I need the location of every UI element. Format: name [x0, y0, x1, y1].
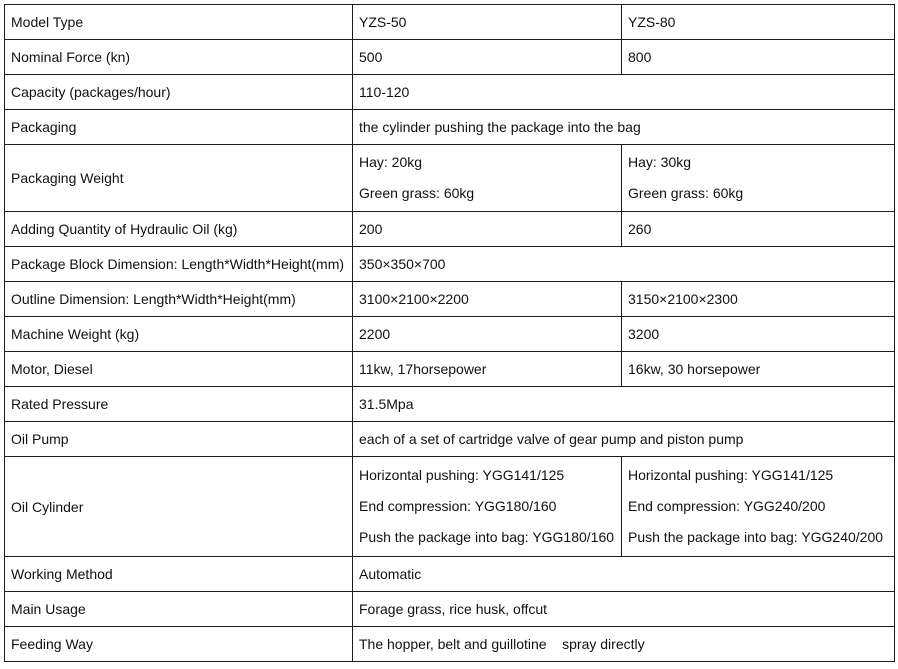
- table-row: [5, 145, 895, 212]
- row-label: Model Type: [5, 5, 353, 40]
- cell-line: End compression: YGG180/160: [359, 498, 557, 514]
- table-row: [5, 75, 895, 110]
- cell-value: The hopper, belt and guillotine spray directly: [353, 627, 895, 662]
- cell-value: 350×350×700: [353, 247, 895, 282]
- table-row: [5, 592, 895, 627]
- row-label: Oil Pump: [5, 422, 353, 457]
- table-row: [5, 457, 895, 557]
- row-label: Motor, Diesel: [5, 352, 353, 387]
- cell-value: 31.5Mpa: [353, 387, 895, 422]
- row-label: Nominal Force (kn): [5, 40, 353, 75]
- row-label: Working Method: [5, 557, 353, 592]
- row-label: Feeding Way: [5, 627, 353, 662]
- cell-value: 16kw, 30 horsepower: [622, 352, 895, 387]
- cell-line: Hay: 20kg: [359, 154, 423, 170]
- row-label: Outline Dimension: Length*Width*Height(mm): [5, 282, 353, 317]
- cell-value: 3150×2100×2300: [622, 282, 895, 317]
- cell-line: Horizontal pushing: YGG141/125: [628, 467, 834, 483]
- cell-line: Horizontal pushing: YGG141/125: [359, 467, 565, 483]
- cell-value: 500: [353, 40, 622, 75]
- table-row: [5, 557, 895, 592]
- cell-value: YZS-50: [353, 5, 622, 40]
- cell-value: YZS-80: [622, 5, 895, 40]
- table-row: [5, 387, 895, 422]
- row-label: Rated Pressure: [5, 387, 353, 422]
- row-label: Package Block Dimension: Length*Width*Height(mm): [5, 247, 353, 282]
- cell-value: Automatic: [353, 557, 895, 592]
- row-label: Main Usage: [5, 592, 353, 627]
- cell-value-multiline: [353, 145, 622, 212]
- spec-table: [4, 4, 895, 662]
- table-row: [5, 5, 895, 40]
- cell-line: End compression: YGG240/200: [628, 498, 826, 514]
- cell-line: Green grass: 60kg: [359, 185, 475, 201]
- cell-value: 3200: [622, 317, 895, 352]
- row-label: Machine Weight (kg): [5, 317, 353, 352]
- cell-value: 2200: [353, 317, 622, 352]
- row-label: Oil Cylinder: [5, 457, 353, 557]
- table-row: [5, 212, 895, 247]
- table-row: [5, 247, 895, 282]
- cell-line: Push the package into bag: YGG240/200: [628, 529, 884, 545]
- table-row: [5, 110, 895, 145]
- cell-value: 110-120: [353, 75, 895, 110]
- row-label: Packaging: [5, 110, 353, 145]
- cell-value: 260: [622, 212, 895, 247]
- cell-value: 200: [353, 212, 622, 247]
- row-label: Capacity (packages/hour): [5, 75, 353, 110]
- cell-line: Green grass: 60kg: [628, 185, 744, 201]
- cell-value: 800: [622, 40, 895, 75]
- cell-value-multiline: [353, 457, 622, 557]
- table-row: [5, 422, 895, 457]
- table-row: [5, 282, 895, 317]
- row-label: Packaging Weight: [5, 145, 353, 212]
- cell-value: 11kw, 17horsepower: [353, 352, 622, 387]
- cell-value: the cylinder pushing the package into the bag: [353, 110, 895, 145]
- table-row: [5, 317, 895, 352]
- cell-value: Forage grass, rice husk, offcut: [353, 592, 895, 627]
- cell-value: each of a set of cartridge valve of gear pump and piston pump: [353, 422, 895, 457]
- row-label: Adding Quantity of Hydraulic Oil (kg): [5, 212, 353, 247]
- cell-line: Hay: 30kg: [628, 154, 692, 170]
- cell-line: Push the package into bag: YGG180/160: [359, 529, 615, 545]
- cell-value-multiline: [622, 457, 895, 557]
- cell-value-multiline: [622, 145, 895, 212]
- table-row: [5, 627, 895, 662]
- table-row: [5, 352, 895, 387]
- cell-value: 3100×2100×2200: [353, 282, 622, 317]
- table-row: [5, 40, 895, 75]
